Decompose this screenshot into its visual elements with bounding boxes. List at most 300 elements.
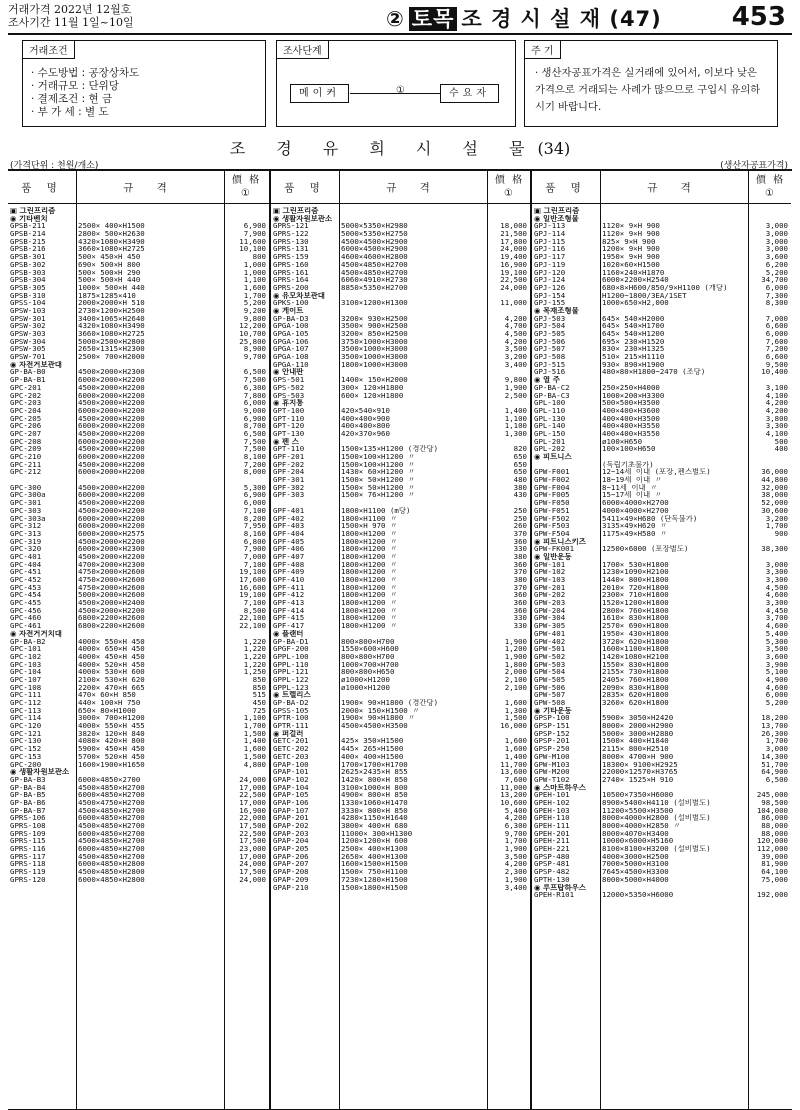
item-price: 1,700 bbox=[243, 290, 266, 300]
table-row bbox=[271, 422, 530, 430]
item-spec: 10000×6000×H5160 bbox=[602, 837, 674, 846]
item-name: GPL-201 bbox=[534, 437, 566, 446]
item-name: GPC-102 bbox=[10, 652, 42, 661]
category-heading bbox=[532, 207, 791, 215]
item-spec: 1800×H1200 〃 bbox=[341, 591, 398, 600]
item-spec: 1500× 50×H1200 〃 bbox=[341, 476, 416, 484]
item-price: 8,160 bbox=[243, 528, 266, 538]
item-spec: 6000×2000×H2200 bbox=[78, 376, 145, 384]
item-spec: 6000×2000×H2200 bbox=[78, 522, 145, 530]
item-spec: 5700× 520×H 450 bbox=[78, 752, 145, 761]
item-spec: 2115× 800×H2510 bbox=[602, 745, 669, 753]
table-row bbox=[271, 461, 530, 469]
subcategory-heading bbox=[8, 630, 269, 638]
item-spec: 3500×1000×H3000 bbox=[341, 353, 408, 361]
table-row bbox=[271, 322, 530, 330]
item-spec: 6000×2000×H2200 bbox=[78, 437, 145, 446]
subcategory-heading bbox=[271, 730, 530, 738]
notice-text: · 생산자공표가격은 실거래에 있어서, 이보다 낮은 가격으로 거래되는 사례가 많으므로 구입시 유의하시기 바랍니다. bbox=[535, 67, 761, 113]
table-rows bbox=[271, 207, 530, 891]
item-price: 380 bbox=[513, 551, 527, 561]
table-row bbox=[271, 484, 530, 492]
item-name: GP-BA-D2 bbox=[273, 699, 309, 707]
table-row bbox=[8, 245, 269, 253]
item-name: ▣ 그린프리즘 bbox=[534, 207, 580, 215]
item-name: GPSB-305 bbox=[10, 283, 46, 292]
table-row bbox=[8, 522, 269, 530]
item-price: 3,500 bbox=[765, 644, 788, 654]
table-row bbox=[8, 338, 269, 346]
table-row bbox=[271, 553, 530, 561]
item-price: 9,000 bbox=[243, 405, 266, 415]
item-price: 1,220 bbox=[243, 659, 266, 669]
item-price: 4,200 bbox=[504, 313, 527, 323]
item-spec: 1200× 9×H 900 bbox=[602, 245, 660, 254]
table-row bbox=[8, 353, 269, 361]
table-row bbox=[271, 645, 530, 653]
item-spec: 6800×2200×H2600 bbox=[78, 622, 145, 630]
item-spec: 5000×2500×H2800 bbox=[78, 337, 145, 346]
item-spec: 4500×4850×H2700 bbox=[78, 852, 145, 861]
notice-box bbox=[524, 40, 778, 127]
item-price: 4,600 bbox=[765, 682, 788, 692]
item-price: 1,600 bbox=[504, 736, 527, 746]
item-price: 17,000 bbox=[239, 797, 266, 807]
item-spec: 2500× 400×H1300 bbox=[341, 845, 408, 853]
item-spec: 1175×49×H580 〃 bbox=[602, 529, 668, 538]
item-price: 2,100 bbox=[504, 674, 527, 684]
item-name: GPGA-107 bbox=[273, 345, 309, 354]
item-name: GPSB-304 bbox=[10, 276, 46, 284]
item-price: 7,000 bbox=[765, 313, 788, 323]
item-name: GPC-319 bbox=[10, 537, 42, 546]
item-name: GPAP-209 bbox=[273, 875, 309, 884]
table-row bbox=[532, 368, 791, 376]
table-row bbox=[271, 407, 530, 415]
item-price: 360 bbox=[513, 605, 527, 615]
item-name: GPC-461 bbox=[10, 622, 42, 630]
item-spec: 445× 265×H1500 bbox=[341, 745, 404, 753]
item-name: GPEH-110 bbox=[534, 814, 570, 823]
item-price: 3,000 bbox=[765, 244, 788, 254]
table-row bbox=[8, 368, 269, 376]
item-spec: 800×800×H700 bbox=[341, 652, 395, 661]
item-spec: 4500×2000×H2200 bbox=[78, 499, 145, 507]
item-price: 250 bbox=[513, 505, 527, 515]
item-price: 3,000 bbox=[765, 229, 788, 239]
item-price: 1,500 bbox=[243, 751, 266, 761]
item-spec: 4750×2000×H2600 bbox=[78, 583, 145, 592]
table-row bbox=[532, 415, 791, 423]
table-row bbox=[532, 430, 791, 438]
item-price: 8,300 bbox=[765, 298, 788, 308]
item-spec: 1330×1060×H1470 bbox=[341, 798, 408, 807]
item-name: GPRS-117 bbox=[10, 852, 46, 861]
item-name: GPF-414 bbox=[273, 606, 305, 615]
table-row bbox=[532, 645, 791, 653]
table-row bbox=[271, 722, 530, 730]
table-row bbox=[532, 822, 791, 830]
item-name: GPF-401 bbox=[273, 506, 305, 515]
table-row bbox=[271, 253, 530, 261]
item-spec: 1700× 530×H1800 bbox=[602, 560, 669, 569]
item-spec: 6000×2000×H2200 bbox=[78, 491, 145, 500]
item-spec: 2000×2000×H 510 bbox=[78, 299, 145, 307]
table-row bbox=[271, 753, 530, 761]
item-spec: 2800× 760×H1800 bbox=[602, 606, 669, 615]
item-price: 22,100 bbox=[239, 613, 266, 623]
table-row bbox=[8, 276, 269, 284]
item-spec: 7645×4500×H3300 bbox=[602, 868, 669, 876]
item-price: 6,000 bbox=[765, 690, 788, 700]
item-name: GPW-201 bbox=[534, 583, 566, 592]
item-spec: 6000×4000×H2700 bbox=[602, 499, 669, 507]
item-spec: 645× 540×H1700 bbox=[602, 322, 665, 331]
item-name: GPC-114 bbox=[10, 714, 42, 723]
item-price: 3,000 bbox=[765, 744, 788, 754]
item-name: GPW-502 bbox=[534, 652, 566, 661]
table-row bbox=[271, 776, 530, 784]
item-name: GPAP-206 bbox=[273, 852, 309, 861]
item-name: GPJ-506 bbox=[534, 337, 566, 346]
item-name: GPJ-114 bbox=[534, 230, 566, 238]
table-row bbox=[532, 699, 791, 707]
item-spec: 400×400×H3500 bbox=[602, 414, 660, 423]
item-name: GPAP-201 bbox=[273, 814, 309, 823]
item-price: 81,900 bbox=[761, 859, 788, 869]
item-name: GPC-452 bbox=[10, 576, 42, 584]
item-spec: 6000×4850×2700 bbox=[78, 775, 141, 784]
item-name: GPF-413 bbox=[273, 599, 305, 607]
table-row bbox=[532, 630, 791, 638]
item-price: 6,300 bbox=[504, 821, 527, 830]
item-spec: 400×400×H3600 bbox=[602, 406, 660, 415]
table-row bbox=[8, 261, 269, 269]
item-name: GPW-507 bbox=[534, 691, 566, 700]
item-spec: 8~11세 이내 〃 bbox=[602, 483, 658, 492]
item-name: GPC-455 bbox=[10, 599, 42, 607]
table-row bbox=[532, 399, 791, 407]
item-spec: 6000×2000×H2200 bbox=[78, 406, 145, 415]
table-row bbox=[8, 714, 269, 722]
item-name: GPS-502 bbox=[273, 383, 305, 392]
table-row bbox=[8, 445, 269, 453]
subcategory-heading bbox=[532, 307, 791, 315]
item-spec: 5000×2000×H2600 bbox=[78, 591, 145, 600]
item-price: 4,900 bbox=[765, 674, 788, 684]
table-row bbox=[271, 591, 530, 599]
item-spec: 4000× 530×H 600 bbox=[78, 668, 145, 676]
item-name: GPC-153 bbox=[10, 752, 42, 761]
table-row bbox=[271, 522, 530, 530]
table-row bbox=[8, 253, 269, 261]
item-spec: 3260× 620×H1800 bbox=[602, 699, 669, 707]
item-name: GPW-M103 bbox=[534, 760, 570, 769]
item-name: GPC-203 bbox=[10, 399, 42, 407]
item-name: GPPL-110 bbox=[273, 660, 309, 669]
item-name: GPW-F504 bbox=[534, 529, 570, 538]
item-name: GPAP-210 bbox=[273, 883, 309, 892]
item-name: GPAP-101 bbox=[273, 768, 309, 776]
item-spec: 3200× 930×H2500 bbox=[341, 314, 408, 323]
table-row bbox=[271, 807, 530, 815]
item-spec: 8000×4000×H2800 (설비별도) bbox=[602, 814, 711, 823]
item-name: GPRS-115 bbox=[10, 837, 46, 846]
item-spec: 5900× 3050×H2420 bbox=[602, 714, 674, 723]
item-spec: 10500×7350×H6000 bbox=[602, 791, 674, 799]
page-number: 453 bbox=[731, 2, 786, 32]
table-row bbox=[8, 545, 269, 553]
item-name: ◉ 안내판 bbox=[273, 368, 304, 377]
item-price: 104,000 bbox=[756, 805, 788, 815]
item-price: 9,800 bbox=[243, 313, 266, 323]
item-name: GPW-401 bbox=[534, 629, 566, 638]
item-spec: ø1000×H1200 bbox=[341, 683, 390, 692]
item-price: 7,200 bbox=[243, 459, 266, 469]
section-title-number: (34) bbox=[537, 139, 571, 158]
item-price: 1,220 bbox=[243, 636, 266, 646]
category-heading bbox=[8, 207, 269, 215]
table-row bbox=[8, 584, 269, 592]
item-price: 500 bbox=[774, 436, 788, 446]
item-spec: 8900×5400×H4110 (설비별도) bbox=[602, 798, 711, 807]
item-price: 26,300 bbox=[761, 728, 788, 738]
table-row bbox=[8, 238, 269, 246]
item-price: 12,200 bbox=[239, 321, 266, 331]
item-name: GPF-404 bbox=[273, 529, 305, 538]
item-name: GPC-113 bbox=[10, 706, 42, 715]
item-name: GPSB-302 bbox=[10, 260, 46, 269]
table-row bbox=[8, 322, 269, 330]
item-price: 17,500 bbox=[239, 836, 266, 846]
item-price: 16,600 bbox=[239, 582, 266, 592]
item-name: GPF-406 bbox=[273, 545, 305, 553]
table-row bbox=[532, 222, 791, 230]
item-spec: 4320×1080×H3490 bbox=[78, 322, 145, 331]
page-header bbox=[0, 0, 800, 36]
item-name: GETC-201 bbox=[273, 737, 309, 746]
table-row bbox=[532, 714, 791, 722]
item-price: 360 bbox=[513, 536, 527, 546]
item-name: GPF-412 bbox=[273, 591, 305, 600]
item-name: GP-BA-B6 bbox=[10, 798, 46, 807]
item-price: 330 bbox=[513, 544, 527, 554]
condition-item: · 부 가 세 : 별 도 bbox=[31, 106, 109, 118]
table-rows bbox=[8, 207, 269, 884]
item-name: ◉ 루프탑하우스 bbox=[534, 883, 586, 892]
table-row bbox=[271, 837, 530, 845]
table-row bbox=[271, 853, 530, 861]
item-spec: 645× 540×H1200 bbox=[602, 330, 665, 338]
item-spec: 4500×2000×H2200 bbox=[78, 429, 145, 438]
table-row bbox=[532, 392, 791, 400]
table-row bbox=[8, 284, 269, 292]
item-spec: 400×400×H3550 bbox=[602, 422, 660, 430]
table-row bbox=[8, 230, 269, 238]
item-price: 430 bbox=[513, 490, 527, 500]
header-price bbox=[487, 174, 532, 200]
item-name: GPC-212 bbox=[10, 468, 42, 477]
item-spec: 1800×H1200 〃 bbox=[341, 568, 398, 577]
item-name: GPC-453 bbox=[10, 583, 42, 592]
item-name: GPF-411 bbox=[273, 583, 305, 592]
table-row bbox=[532, 530, 791, 538]
item-name: GP-BA-D1 bbox=[273, 637, 309, 646]
item-price: 14,300 bbox=[761, 751, 788, 761]
item-price: 4,800 bbox=[243, 759, 266, 769]
table-header bbox=[271, 171, 530, 204]
item-name: GPSW-304 bbox=[10, 337, 46, 346]
table-row bbox=[8, 699, 269, 707]
item-spec: 2090× 830×H1800 bbox=[602, 683, 669, 692]
table-row bbox=[8, 645, 269, 653]
item-price: 86,000 bbox=[761, 813, 788, 823]
item-spec: 4500×4500×H2900 bbox=[341, 237, 408, 246]
table-row bbox=[271, 245, 530, 253]
item-spec: 100×100×H650 bbox=[602, 445, 656, 454]
item-price: 11,000 bbox=[500, 298, 527, 308]
item-name: GPW-305 bbox=[534, 622, 566, 630]
item-price: 39,000 bbox=[761, 851, 788, 861]
item-spec: 2405× 760×H1800 bbox=[602, 675, 669, 684]
item-name: GPC-111 bbox=[10, 691, 42, 700]
table-row bbox=[8, 499, 269, 507]
item-spec: 3000× 700×H1200 bbox=[78, 714, 145, 723]
header-rule bbox=[8, 33, 792, 35]
item-spec: 4000× 550×H 455 bbox=[78, 722, 145, 730]
item-price: 34,700 bbox=[761, 275, 788, 285]
item-price: 725 bbox=[252, 705, 266, 715]
stage-mark: ① bbox=[396, 85, 405, 96]
item-name: GPF-415 bbox=[273, 614, 305, 623]
header-name: 품 명 bbox=[21, 182, 63, 194]
table-row bbox=[271, 714, 530, 722]
item-name: ◉ 기타벤치 bbox=[10, 214, 48, 223]
item-spec: 4320×1080×H3490 bbox=[78, 237, 145, 246]
item-price: 112,000 bbox=[756, 844, 788, 854]
item-spec: 1800×1000×H3000 bbox=[341, 360, 408, 369]
item-price: 3,400 bbox=[504, 882, 527, 892]
table-row bbox=[532, 238, 791, 246]
item-name: GPSP-152 bbox=[534, 729, 570, 738]
item-name: GPGA-108 bbox=[273, 353, 309, 361]
item-name: GPRS-108 bbox=[10, 822, 46, 830]
item-name: GPC-207 bbox=[10, 429, 42, 438]
item-price: 1,100 bbox=[243, 713, 266, 723]
item-price: 3,600 bbox=[765, 252, 788, 262]
item-spec: 4500×2000×H2200 bbox=[78, 414, 145, 423]
item-spec: 6000×4850×H2700 bbox=[78, 829, 145, 838]
table-row bbox=[532, 330, 791, 338]
item-spec: 3800× 400×H 680 bbox=[341, 822, 408, 830]
item-price: 7,100 bbox=[243, 505, 266, 515]
item-spec: 2500× 700×H2000 bbox=[78, 353, 145, 361]
item-name: GPS-503 bbox=[273, 391, 305, 400]
item-name: ◉ 유모차보관대 bbox=[273, 291, 325, 300]
title-text: 조 경 시 설 재 (47) bbox=[461, 7, 662, 31]
item-spec: 645× 540×H2000 bbox=[602, 314, 665, 323]
item-spec: 1800×H1200 〃 bbox=[341, 606, 398, 615]
item-spec: 3820× 120×H 840 bbox=[78, 729, 145, 738]
item-price: 2,300 bbox=[504, 867, 527, 877]
item-name: GPF-301 bbox=[273, 476, 305, 484]
item-spec: 500× 500×H 440 bbox=[78, 276, 141, 284]
item-spec: 6000×2000×H2200 bbox=[78, 391, 145, 400]
item-price: 1,700 bbox=[765, 736, 788, 746]
section-title bbox=[0, 136, 800, 159]
item-spec: 1420× 800×H 850 bbox=[341, 775, 408, 784]
category-tag: 토목 bbox=[409, 7, 458, 31]
item-price: 17,600 bbox=[239, 575, 266, 584]
table-row bbox=[532, 522, 791, 530]
table-row bbox=[8, 345, 269, 353]
item-name: GPSW-301 bbox=[10, 314, 46, 323]
table-row bbox=[271, 499, 530, 507]
item-name: GPW-F050 bbox=[534, 499, 570, 507]
item-spec: 2010× 720×H1800 bbox=[602, 583, 669, 592]
item-name: GPW-M100 bbox=[534, 752, 570, 761]
table-row bbox=[8, 576, 269, 584]
table-row bbox=[271, 330, 530, 338]
item-price: 7,950 bbox=[243, 521, 266, 531]
item-price: 480 bbox=[513, 475, 527, 485]
item-price: 1,400 bbox=[504, 751, 527, 761]
table-row bbox=[8, 384, 269, 392]
item-name: ◉ 일반운동 bbox=[534, 552, 572, 561]
item-price: 400 bbox=[774, 444, 788, 454]
item-price: 7,100 bbox=[243, 598, 266, 608]
item-price: 360 bbox=[513, 559, 527, 569]
table-row bbox=[271, 261, 530, 269]
table-row bbox=[532, 345, 791, 353]
item-price: 1,000 bbox=[243, 259, 266, 269]
subcategory-heading bbox=[271, 292, 530, 300]
table-row bbox=[271, 622, 530, 630]
table-row bbox=[271, 699, 530, 707]
item-spec: 4700×2000×H2300 bbox=[78, 560, 145, 569]
item-price: 17,500 bbox=[239, 867, 266, 877]
item-spec: 11200×5500×H3500 bbox=[602, 806, 674, 815]
table-row bbox=[271, 868, 530, 876]
item-name: GPC-301 bbox=[10, 499, 42, 507]
item-spec: 12000×5350×H6000 bbox=[602, 891, 674, 899]
item-price: 1,400 bbox=[243, 736, 266, 746]
item-price: 19,100 bbox=[500, 267, 527, 277]
item-name: GP-BA-B7 bbox=[10, 806, 46, 815]
item-price: 5,300 bbox=[765, 636, 788, 646]
item-spec: 1000×700×H700 bbox=[341, 660, 399, 669]
table-row bbox=[532, 891, 791, 899]
item-spec: 1800×H1100 (m당) bbox=[341, 506, 411, 515]
item-price: 1,600 bbox=[504, 698, 527, 707]
stage-flow bbox=[290, 84, 508, 102]
item-name: GPRS-161 bbox=[273, 268, 309, 277]
item-price: 17,500 bbox=[239, 821, 266, 830]
item-price: 22,000 bbox=[239, 813, 266, 823]
item-name: GPC-300 bbox=[10, 483, 42, 492]
table-row bbox=[8, 822, 269, 830]
table-row bbox=[8, 330, 269, 338]
item-name: GPSP-100 bbox=[534, 714, 570, 723]
item-spec: 4900× 800×H 850 bbox=[341, 791, 408, 799]
item-spec: 1000×200×H3300 bbox=[602, 391, 665, 400]
item-name: ▣ 그린프리즘 bbox=[273, 207, 319, 215]
table-row bbox=[532, 292, 791, 300]
item-price: 7,800 bbox=[243, 390, 266, 400]
item-price: 650 bbox=[513, 452, 527, 461]
item-name: GPTH-130 bbox=[534, 875, 570, 884]
table-row bbox=[8, 476, 269, 484]
